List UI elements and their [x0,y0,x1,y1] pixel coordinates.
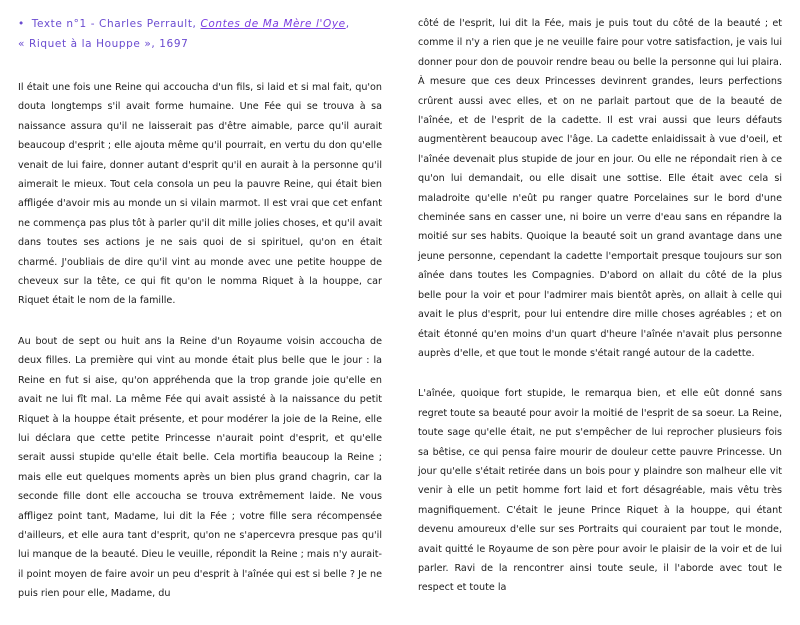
header-prefix: Texte n°1 - Charles Perrault, [31,18,197,30]
header-comma: , [345,18,350,30]
left-column [18,14,382,625]
paragraph: côté de l'esprit, lui dit la Fée, mais je puis tout du côté de la beauté ; et comme il n'y a rien que je ne veuille faire pour votre satisfaction, je vais lui donner pour don de pouvoir rendre beau ou belle la personne qui lui plaira. À mesure que ces deux Princesses devinrent grandes, leurs perfections crûrent aussi avec elles, et on ne parlait partout que de la beauté de l'aînée, et de l'esprit de la cadette. Il est vrai aussi que leurs défauts augmentèrent beaucoup avec l'âge. La cadette enlaidissait à vue d'oeil, et l'aînée devenait plus stupide de jour en jour. Ou elle ne répondait rien à ce qu'on lui demandait, ou elle disait une sottise. Elle était avec cela si maladroite qu'elle n'eût pu ranger quatre Porcelaines sur le bord d'une cheminée sans en casser une, ni boire un verre d'eau sans en répandre la moitié sur ses habits. Quoique la beauté soit un grand avantage dans une jeune personne, cependant la cadette l'emportait presque toujours sur son aînée dans toutes les Compagnies. D'abord on allait du côté de la plus belle pour la voir et pour l'admirer mais bientôt après, on allait à celle qui avait le plus d'esprit, pour lui entendre dire mille choses agréables ; et on était étonné qu'en moins d'un quart d'heure l'aînée n'avait plus personne auprès d'elle, et que tout le monde s'était rangé autour de la cadette. [418,18,782,359]
book-title-link[interactable]: Contes de Ma Mère l'Oye [200,18,346,30]
story-title: « Riquet à la Houppe », 1697 [18,38,189,50]
paragraph: Au bout de sept ou huit ans la Reine d'un Royaume voisin accoucha de deux filles. La première qui vint au monde était plus belle que le jour : la Reine en fut si aise, qu'on appréhenda que la trop grande joie qu'elle en avait ne lui fît mal. La même Fée qui avait assisté à la naissance du petit Riquet à la houppe était présente, et pour modérer la joie de la Reine, elle lui déclara que cette petite Princesse n'aurait point d'esprit, et qu'elle serait aussi stupide qu'elle était belle. Cela mortifia beaucoup la Reine ; mais elle eut quelques moments après un bien plus grand chagrin, car la seconde fille dont elle accoucha se trouva extrêmement laide. Ne vous affligez point tant, Madame, lui dit la Fée ; votre fille sera récompensée d'ailleurs, et elle aura tant d'esprit, qu'on ne s'apercevra presque pas qu'il lui manque de la beauté. Dieu le veuille, répondit la Reine ; mais n'y aurait-il point moyen de faire avoir un peu d'esprit à l'aînée qui est si belle ? Je ne puis rien pour elle, Madame, du [18,335,382,600]
bullet: • [18,18,25,30]
text-header [18,14,382,54]
paragraph: L'aînée, quoique fort stupide, le remarqua bien, et elle eût donné sans regret toute sa beauté pour avoir la moitié de l'esprit de sa soeur. La Reine, toute sage qu'elle était, ne put s'empêcher de lui reprocher plusieurs fois sa bêtise, ce qui pensa faire mourir de douleur cette pauvre Princesse. Un jour qu'elle s'était retirée dans un bois pour y plaindre son malheur elle vit venir à elle un petit homme fort laid et fort désagréable, mais vêtu très magnifiquement. C'était le jeune Prince Riquet à la houppe, qui étant devenu amoureux d'elle sur ses Portraits qui couraient par tout le monde, avait quitté le Royaume de son père pour avoir le plaisir de la voir et de lui parler. Ravi de la rencontrer ainsi toute seule, il l'aborde avec tout le respect et toute la [418,388,783,594]
right-column [418,14,782,619]
paragraph: Il était une fois une Reine qui accoucha d'un fils, si laid et si mal fait, qu'on douta longtemps s'il avait forme humaine. Une Fée qui se trouva à sa naissance assura qu'il ne laisserait pas d'être aimable, parce qu'il aurait beaucoup d'esprit ; elle ajouta même qu'il pourrait, en vertu du don qu'elle venait de lui faire, donner autant d'esprit qu'il en aurait à la personne qu'il aimerait le mieux. Tout cela consola un peu la pauvre Reine, qui était bien affligée d'avoir mis au monde un si vilain marmot. Il est vrai que cet enfant ne commença pas plus tôt à parler qu'il dit mille jolies choses, et qu'il avait dans toutes ses actions je ne sais quoi de si spirituel, qu'on en était charmé. J'oubliais de dire qu'il vint au monde avec une petite houppe de cheveux sur la tête, ce qui fit qu'on le nomma Riquet à la houppe, car Riquet était le nom de la famille. [18,82,382,307]
